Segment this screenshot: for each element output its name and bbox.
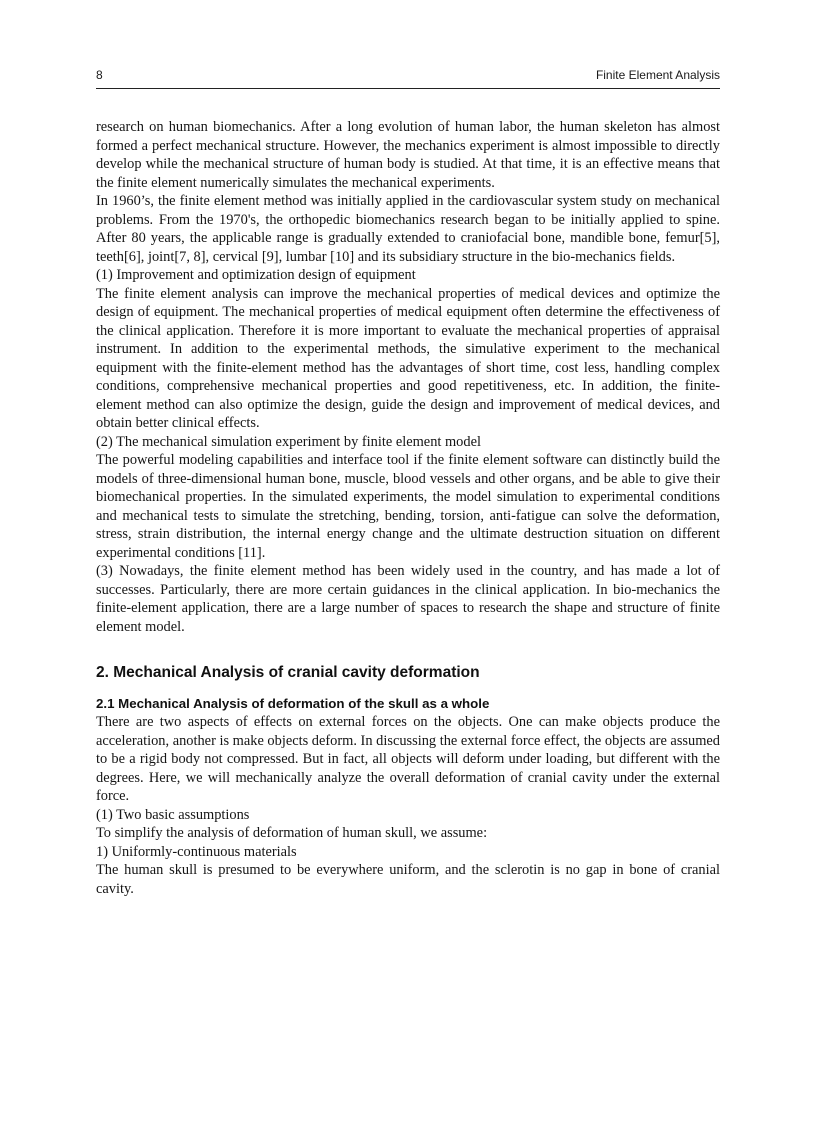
section-2-1-paragraph: There are two aspects of effects on external forces on the objects. One can make objects produce the acceleration, another is make objects deform. In discussing the external force effect, the objects are assumed to be a rigid body not compressed. But in fact, all objects will deform under loading, but different with the degrees. Here, we will mechanically analyze the overall deformation of cranial cavity under the external force. — [96, 714, 720, 804]
page — [96, 68, 720, 898]
body-text — [96, 118, 720, 898]
assumptions-intro: To simplify the analysis of deformation of human skull, we assume: — [96, 825, 488, 841]
running-header — [96, 68, 720, 89]
item-1-text: The finite element analysis can improve the mechanical properties of medical devices and optimize the design of equipment. The mechanical properties of medical equipment often determine the effectiveness of the clinical application. Therefore it is more important to evaluate the mechanical properties of appraisal instrument. In addition to the experimental methods, the simulative experiment to the mechanical equipment with the finite-element method has the advantages of short time, cost less, handling complex conditions, comprehensive mechanical properties and good repetitiveness, etc. In addition, the finite-element method can also optimize the design, guide the design and improvement of medical devices, and obtain better clinical effects. — [96, 285, 720, 431]
assumption-1-text: The human skull is presumed to be everywhere uniform, and the sclerotin is no gap in bone of cranial cavity. — [96, 862, 720, 897]
assumption-1-title: 1) Uniformly-continuous materials — [96, 843, 297, 860]
intro-paragraph-2: In 1960’s, the finite element method was initially applied in the cardiovascular system study on mechanical problems. From the 1970's, the orthopedic biomechanics research began to be initially applied to spine. After 80 years, the applicable range is gradually extended to craniofacial bone, mandible bone, femur[5], teeth[6], joint[7, 8], cervical [9], lumbar [10] and its subsidiary structure in the bio-mechanics fields. — [96, 193, 720, 265]
intro-paragraph-1: research on human biomechanics. After a long evolution of human labor, the human skeleton has almost formed a perfect mechanical structure. However, the mechanics experiment is almost impossible to directly develop while the mechanical structure of human body is studied. At that time, it is an effective means that the finite element numerically simulates the mechanical experiments. — [96, 119, 720, 191]
item-2-title: (2) The mechanical simulation experiment by finite element model — [96, 433, 481, 450]
running-title: Finite Element Analysis — [595, 68, 720, 82]
item-1-title: (1) Improvement and optimization design of equipment — [96, 267, 416, 283]
section-2-heading: 2. Mechanical Analysis of cranial cavity deformation — [96, 664, 480, 681]
page-number: 8 — [96, 68, 103, 82]
subsection-2-1-heading: 2.1 Mechanical Analysis of deformation of the skull as a whole — [96, 696, 490, 711]
item-2-text: The powerful modeling capabilities and interface tool if the finite element software can distinctly build the models of three-dimensional human bone, muscle, blood vessels and other organs, and be able to give their biomechanical properties. In the simulated experiments, the model simulation to experimental conditions and mechanical tests to simulate the stretching, bending, torsion, anti-fatigue can solve the deformation, stress, strain distribution, the internal energy change and the ultimate destruction situation on different experimental conditions [11]. — [96, 452, 720, 561]
item-3-text: (3) Nowadays, the finite element method has been widely used in the country, and has made a lot of successes. Particularly, there are more certain guidances in the clinical application. In bio-mechanics the finite-element application, there are a large number of spaces to research the shape and structure of finite element model. — [96, 563, 720, 635]
assumptions-title: (1) Two basic assumptions — [96, 806, 250, 823]
